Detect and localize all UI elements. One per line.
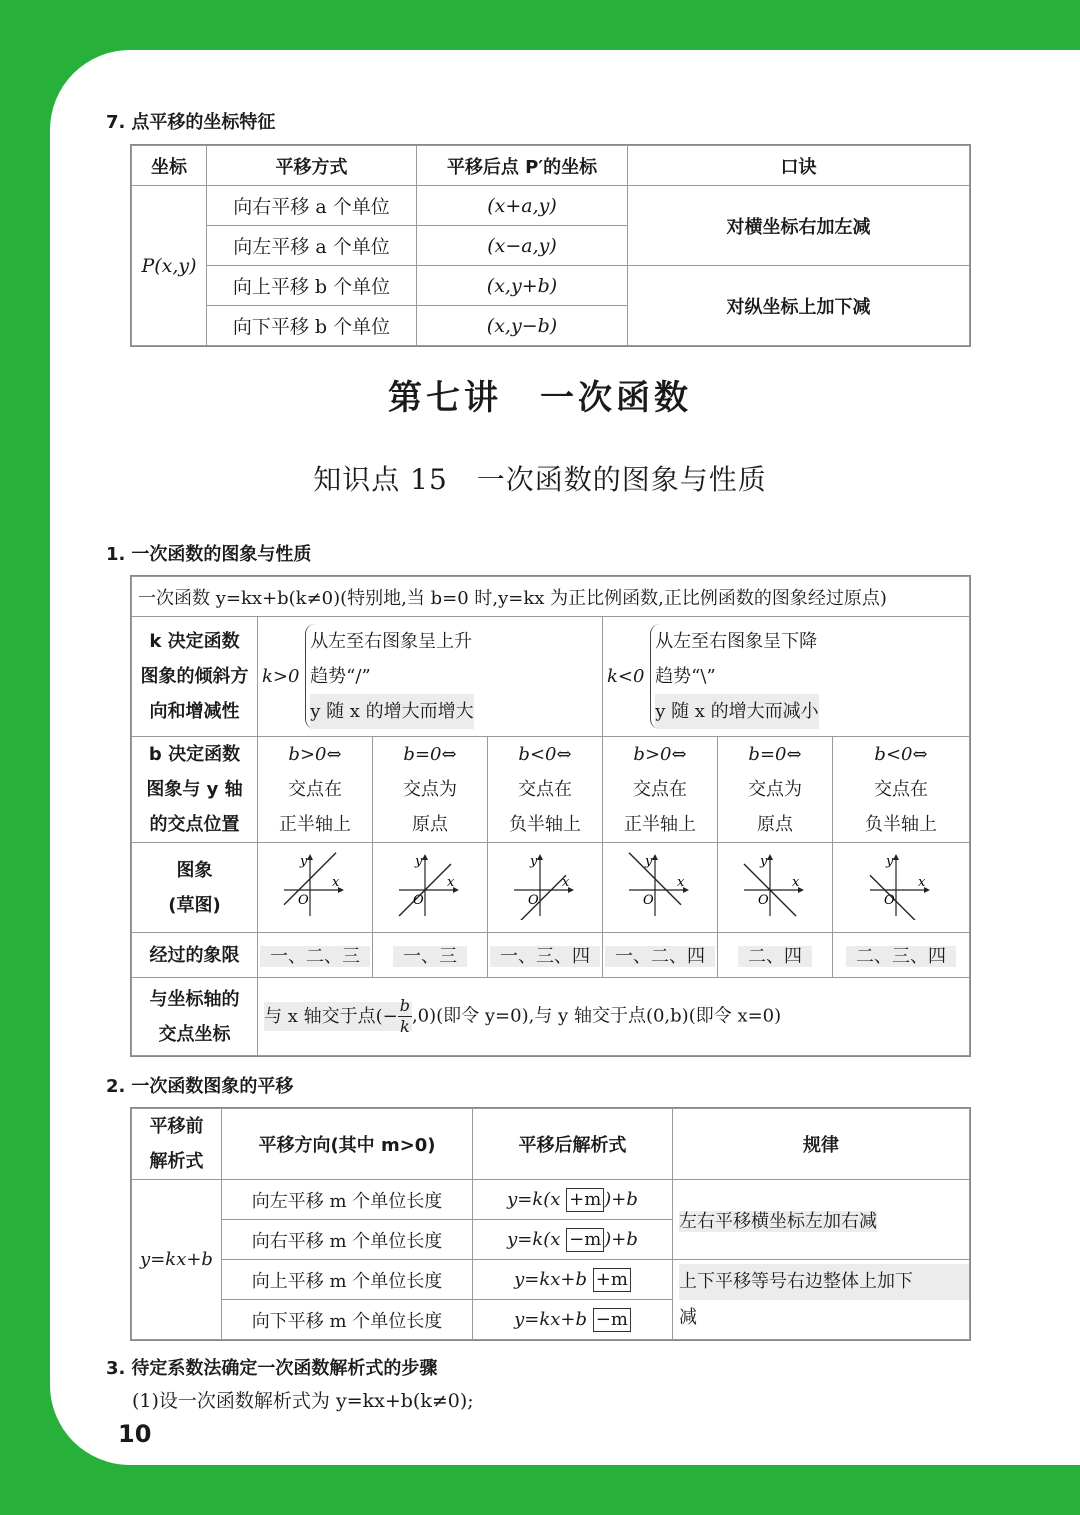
coord-cell: (x,y−b) <box>417 306 628 346</box>
b-cell <box>258 737 373 843</box>
graph-cell <box>718 843 833 933</box>
b-label <box>132 737 258 843</box>
point-translation-table <box>131 145 970 346</box>
b-text: 交点在 <box>633 779 687 800</box>
section1-heading <box>106 540 311 566</box>
section7-number: 7. <box>106 112 126 133</box>
section7-heading <box>106 108 275 134</box>
sketch-graph <box>395 850 465 920</box>
x-axis-label: x <box>332 875 340 890</box>
k-label-line: 图象的倾斜方 <box>140 666 249 687</box>
intersect-label-line: 与坐标轴的 <box>149 988 240 1010</box>
y-axis-label: y <box>530 854 538 869</box>
lecture-title: 第七讲 一次函数 <box>388 378 692 418</box>
b-cell <box>718 737 833 843</box>
origin-label: O <box>884 893 895 908</box>
k-positive-line: 从左至右图象呈上升 <box>310 631 473 652</box>
sketch-graph <box>510 850 580 920</box>
b-cond: b=0⇔ <box>748 744 802 765</box>
result-post: )+b <box>604 1188 638 1210</box>
k-positive-cell <box>258 617 603 737</box>
way-cell: 向上平移 b 个单位 <box>207 266 417 306</box>
y-axis-arrow <box>422 854 428 860</box>
rule-cell <box>673 1180 970 1260</box>
header-original-line: 解析式 <box>149 1151 204 1172</box>
graph-cell <box>833 843 970 933</box>
x-axis-label: x <box>562 875 570 890</box>
quadrant-cell <box>488 933 603 978</box>
origin-label: O <box>413 893 424 908</box>
section2-number: 2. <box>106 1076 126 1097</box>
section3-heading-text: 待定系数法确定一次函数解析式的步骤 <box>131 1358 438 1379</box>
sketch-graph <box>866 850 936 920</box>
result-box: +m <box>566 1188 604 1212</box>
quadrant-cell <box>833 933 970 978</box>
direction-cell: 向左平移 m 个单位长度 <box>222 1180 473 1220</box>
origin-label: O <box>758 893 769 908</box>
section3-number: 3. <box>106 1358 126 1379</box>
b-text: 交点为 <box>748 779 802 800</box>
result-box: −m <box>593 1308 631 1332</box>
graph-cell <box>258 843 373 933</box>
b-text: 交点在 <box>874 779 928 800</box>
b-text: 正半轴上 <box>624 814 696 835</box>
quadrant-value: 一、三、四 <box>490 946 600 967</box>
direction-cell: 向上平移 m 个单位长度 <box>222 1260 473 1300</box>
b-text: 原点 <box>412 814 448 835</box>
result-cell <box>473 1260 673 1300</box>
point-cell: P(x,y) <box>132 186 207 346</box>
graph-cell <box>603 843 718 933</box>
result-cell <box>473 1220 673 1260</box>
b-cell <box>373 737 488 843</box>
y-axis-label: y <box>645 854 653 869</box>
k-positive-line: y 随 x 的增大而增大 <box>310 694 474 729</box>
intersect-label-line: 交点坐标 <box>158 1023 231 1045</box>
y-axis-arrow <box>652 854 658 860</box>
b-text: 正半轴上 <box>279 814 351 835</box>
section2-heading-text: 一次函数图象的平移 <box>131 1076 294 1097</box>
b-text: 负半轴上 <box>509 814 581 835</box>
graph-cell <box>373 843 488 933</box>
k-negative-line: 从左至右图象呈下降 <box>655 631 818 652</box>
result-pre: y=k(x <box>507 1188 567 1210</box>
section1-heading-text: 一次函数的图象与性质 <box>131 544 312 565</box>
b-text: 负半轴上 <box>865 814 937 835</box>
quadrant-cell <box>718 933 833 978</box>
sketch-graph <box>280 850 350 920</box>
b-cell <box>488 737 603 843</box>
k-positive-cond: k>0 <box>262 666 300 687</box>
fraction-denominator: k <box>399 1017 410 1036</box>
coord-cell: (x,y+b) <box>417 266 628 306</box>
y-axis-arrow <box>537 854 543 860</box>
rule-text: 左右平移横坐标左加右减 <box>679 1210 877 1232</box>
b-text: 原点 <box>757 814 793 835</box>
header-way: 平移方式 <box>207 146 417 186</box>
k-positive-line: 趋势“/” <box>310 666 371 687</box>
sketch-graph <box>740 850 810 920</box>
intersect-pre: 与 x 轴交于点(− <box>264 1005 398 1027</box>
result-pre: y=kx+b <box>514 1308 593 1330</box>
result-box: +m <box>593 1268 631 1292</box>
origin-label: O <box>298 893 309 908</box>
b-cond: b<0⇔ <box>874 744 928 765</box>
quadrant-value: 一、二、四 <box>605 946 715 967</box>
header-rule: 规律 <box>673 1109 970 1180</box>
b-text: 交点在 <box>518 779 572 800</box>
header-new-coord: 平移后点 P′的坐标 <box>417 146 628 186</box>
section7-heading-text: 点平移的坐标特征 <box>131 112 276 133</box>
k-label <box>132 617 258 737</box>
graph-label <box>132 843 258 933</box>
x-intersect-part <box>264 996 412 1036</box>
knowledge-title: 知识点 15 一次函数的图象与性质 <box>313 463 767 496</box>
way-cell: 向下平移 b 个单位 <box>207 306 417 346</box>
b-cond: b<0⇔ <box>518 744 572 765</box>
fraction-b-over-k <box>398 996 412 1037</box>
rule-text: 减 <box>679 1306 697 1328</box>
k-negative-brace <box>650 624 819 729</box>
section3-heading <box>106 1354 437 1380</box>
quadrant-label: 经过的象限 <box>132 933 258 978</box>
result-post: )+b <box>604 1228 638 1250</box>
intersect-label <box>132 978 258 1056</box>
y-axis-label: y <box>886 854 894 869</box>
b-text: 交点为 <box>403 779 457 800</box>
intersect-cell <box>258 978 970 1056</box>
result-cell <box>473 1180 673 1220</box>
header-rule: 口诀 <box>628 146 970 186</box>
header-direction: 平移方向(其中 m>0) <box>222 1109 473 1180</box>
k-negative-cond: k<0 <box>607 666 645 687</box>
section3-step1: (1)设一次函数解析式为 y=kx+b(k≠0); <box>132 1390 474 1412</box>
x-axis-label: x <box>792 875 800 890</box>
k-negative-line: 趋势“\” <box>655 666 716 687</box>
result-cell <box>473 1300 673 1340</box>
x-axis-label: x <box>447 875 455 890</box>
rule-cell <box>673 1260 970 1340</box>
way-cell: 向右平移 a 个单位 <box>207 186 417 226</box>
x-axis-label: x <box>918 875 926 890</box>
y-axis-arrow <box>893 854 899 860</box>
quadrant-value: 一、三 <box>393 946 467 967</box>
origin-label: O <box>643 893 654 908</box>
rule-cell: 对横坐标右加左减 <box>628 186 970 266</box>
header-result: 平移后解析式 <box>473 1109 673 1180</box>
y-axis-label: y <box>300 854 308 869</box>
y-axis-label: y <box>415 854 423 869</box>
b-cell <box>603 737 718 843</box>
quadrant-cell <box>373 933 488 978</box>
origin-label: O <box>528 893 539 908</box>
definition-row: 一次函数 y=kx+b(k≠0)(特别地,当 b=0 时,y=kx 为正比例函数,正比例函数的图象经过原点) <box>132 577 970 617</box>
fraction-numerator: b <box>399 996 410 1015</box>
b-label-line: 图象与 y 轴 <box>146 779 243 800</box>
graph-label-line: (草图) <box>168 894 221 916</box>
result-box: −m <box>566 1228 604 1252</box>
b-cond: b>0⇔ <box>633 744 687 765</box>
b-cell <box>833 737 970 843</box>
header-coord: 坐标 <box>132 146 207 186</box>
coord-cell: (x+a,y) <box>417 186 628 226</box>
coord-cell: (x−a,y) <box>417 226 628 266</box>
b-cond: b>0⇔ <box>288 744 342 765</box>
k-negative-cell <box>603 617 970 737</box>
graph-cell <box>488 843 603 933</box>
page-number: 10 <box>118 1420 152 1448</box>
quadrant-value: 一、二、三 <box>260 946 370 967</box>
graph-label-line: 图象 <box>176 859 213 881</box>
result-pre: y=kx+b <box>514 1268 593 1290</box>
rule-cell: 对纵坐标上加下减 <box>628 266 970 346</box>
k-negative-line: y 随 x 的增大而减小 <box>655 694 819 729</box>
b-label-line: b 决定函数 <box>148 744 241 765</box>
quadrant-cell <box>603 933 718 978</box>
graph-translation-table <box>131 1108 970 1340</box>
x-axis-label: x <box>677 875 685 890</box>
b-text: 交点在 <box>288 779 342 800</box>
quadrant-cell <box>258 933 373 978</box>
b-cond: b=0⇔ <box>403 744 457 765</box>
y-axis-arrow <box>767 854 773 860</box>
y-axis-label: y <box>760 854 768 869</box>
original-formula: y=kx+b <box>132 1180 222 1340</box>
k-label-line: 向和增减性 <box>149 701 240 722</box>
header-original <box>132 1109 222 1180</box>
b-label-line: 的交点位置 <box>149 814 240 835</box>
rule-text: 上下平移等号右边整体上加下 <box>679 1264 969 1300</box>
y-axis-arrow <box>307 854 313 860</box>
direction-cell: 向下平移 m 个单位长度 <box>222 1300 473 1340</box>
k-positive-brace <box>305 624 474 729</box>
direction-cell: 向右平移 m 个单位长度 <box>222 1220 473 1260</box>
sketch-graph <box>625 850 695 920</box>
quadrant-value: 二、三、四 <box>846 946 956 967</box>
section1-number: 1. <box>106 544 126 565</box>
linear-function-table <box>131 576 970 1056</box>
intersect-post: ,0)(即令 y=0),与 y 轴交于点(0,b)(即令 x=0) <box>411 1005 782 1027</box>
way-cell: 向左平移 a 个单位 <box>207 226 417 266</box>
header-original-line: 平移前 <box>149 1116 204 1137</box>
result-pre: y=k(x <box>507 1228 567 1250</box>
section2-heading <box>106 1072 293 1098</box>
k-label-line: k 决定函数 <box>149 631 240 652</box>
quadrant-value: 二、四 <box>738 946 812 967</box>
